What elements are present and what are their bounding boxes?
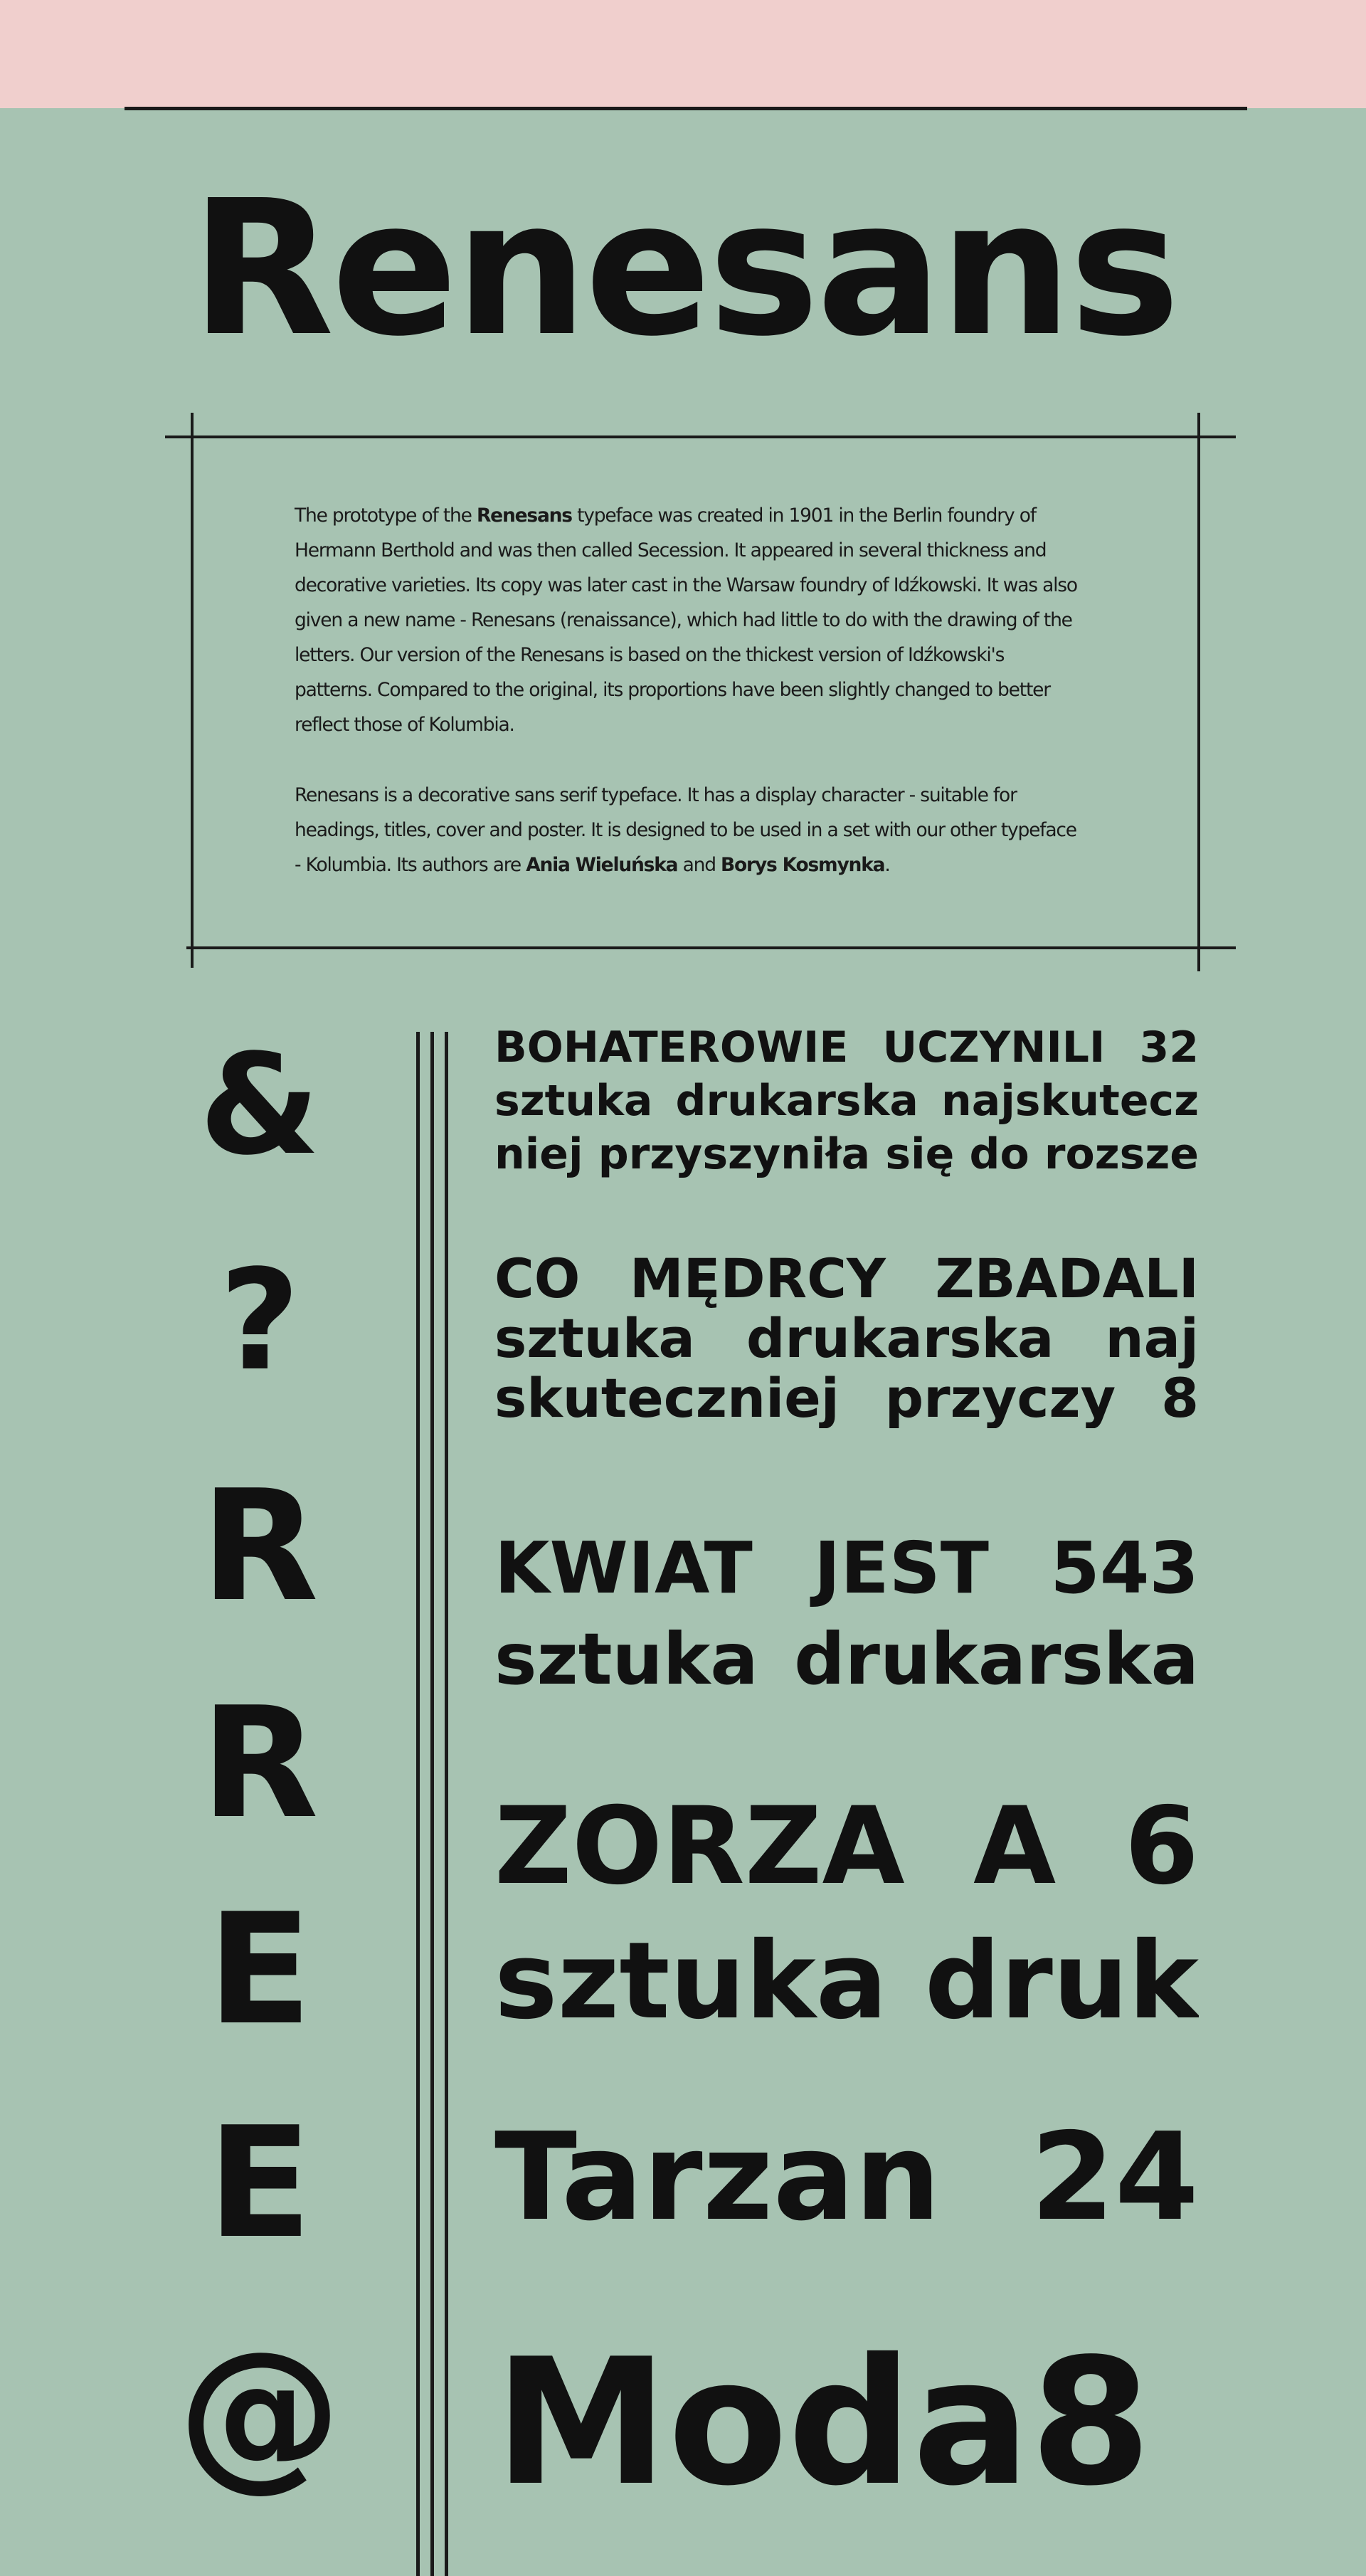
- description-paragraph-2: Renesans is a decorative sans serif typeface. It has a display character - suitable for headings, titles, cover and poster. It is designed to be used in a set with our other typeface - Kolumbia. Its authors are Ania Wieluńska and Borys Kosmynka.: [295, 784, 1076, 876]
- glyph-r: R: [201, 1674, 319, 1852]
- specimen-line: skuteczniej przyczy 8: [494, 1368, 1199, 1428]
- specimen-line: sztuka drukarska najskutecz: [494, 1076, 1199, 1126]
- glyph-at: @: [178, 2317, 342, 2507]
- specimen-line: sztuka drukarska naj: [494, 1309, 1199, 1368]
- column-rule: [416, 1032, 420, 2576]
- frame-left-line: [191, 413, 194, 968]
- specimen-block-2: [494, 1249, 1199, 1428]
- top-band: [0, 0, 1366, 108]
- frame-top-line: [165, 436, 1236, 438]
- specimen-line: ZORZA A 6: [494, 1785, 1199, 1909]
- specimen-block-1: [494, 1021, 1199, 1181]
- author-name: Ania Wieluńska: [526, 854, 678, 876]
- top-rule: [125, 107, 1247, 110]
- specimen-line: Moda8: [494, 2321, 1152, 2524]
- column-rule: [430, 1032, 434, 2576]
- frame-right-line: [1197, 413, 1200, 971]
- author-name: Borys Kosmynka: [721, 854, 885, 876]
- specimen-line: sztuka drukarska: [494, 1617, 1199, 1701]
- glyph-e: E: [207, 1880, 312, 2059]
- specimen-line: sztuka druk: [494, 1920, 1199, 2043]
- glyph-e: E: [207, 2094, 312, 2272]
- glyph-ampersand: &: [198, 1024, 321, 1186]
- specimen-line: niej przyszyniła się do rozsze: [494, 1129, 1199, 1179]
- frame-bottom-line: [186, 946, 1236, 949]
- specimen-line: KWIAT JEST 543: [494, 1526, 1199, 1610]
- glyph-r: R: [201, 1457, 319, 1635]
- column-rule: [445, 1032, 448, 2576]
- description-paragraph-1: The prototype of the Renesans typeface was created in 1901 in the Berlin foundry of Hermann Berthold and was then called Secession. It appeared in several thickness and decorative varieties. Its copy was later cast in the Warsaw foundry of Idźkowski. It was also given a new name - Renesans (renaissance), which had little to do with the drawing of the letters. Our version of the Renesans is based on the thickest version of Idźkowski's patterns. Compared to the original, its proportions have been slightly changed to better reflect those of Kolumbia.: [295, 505, 1077, 736]
- specimen-line: CO MĘDRCY ZBADALI: [494, 1249, 1199, 1309]
- specimen-block-5: [494, 2106, 1199, 2249]
- specimen-line: BOHATEROWIE UCZYNILI 32: [494, 1023, 1199, 1072]
- specimen-line: Tarzan 24: [494, 2107, 1199, 2248]
- page-title: Renesans: [191, 160, 1177, 377]
- description: [295, 498, 1084, 882]
- glyph-question: ?: [219, 1240, 300, 1401]
- specimen-block-3: [494, 1523, 1199, 1705]
- specimen-block-4: [494, 1779, 1199, 2049]
- specimen-block-6: [494, 2316, 1199, 2530]
